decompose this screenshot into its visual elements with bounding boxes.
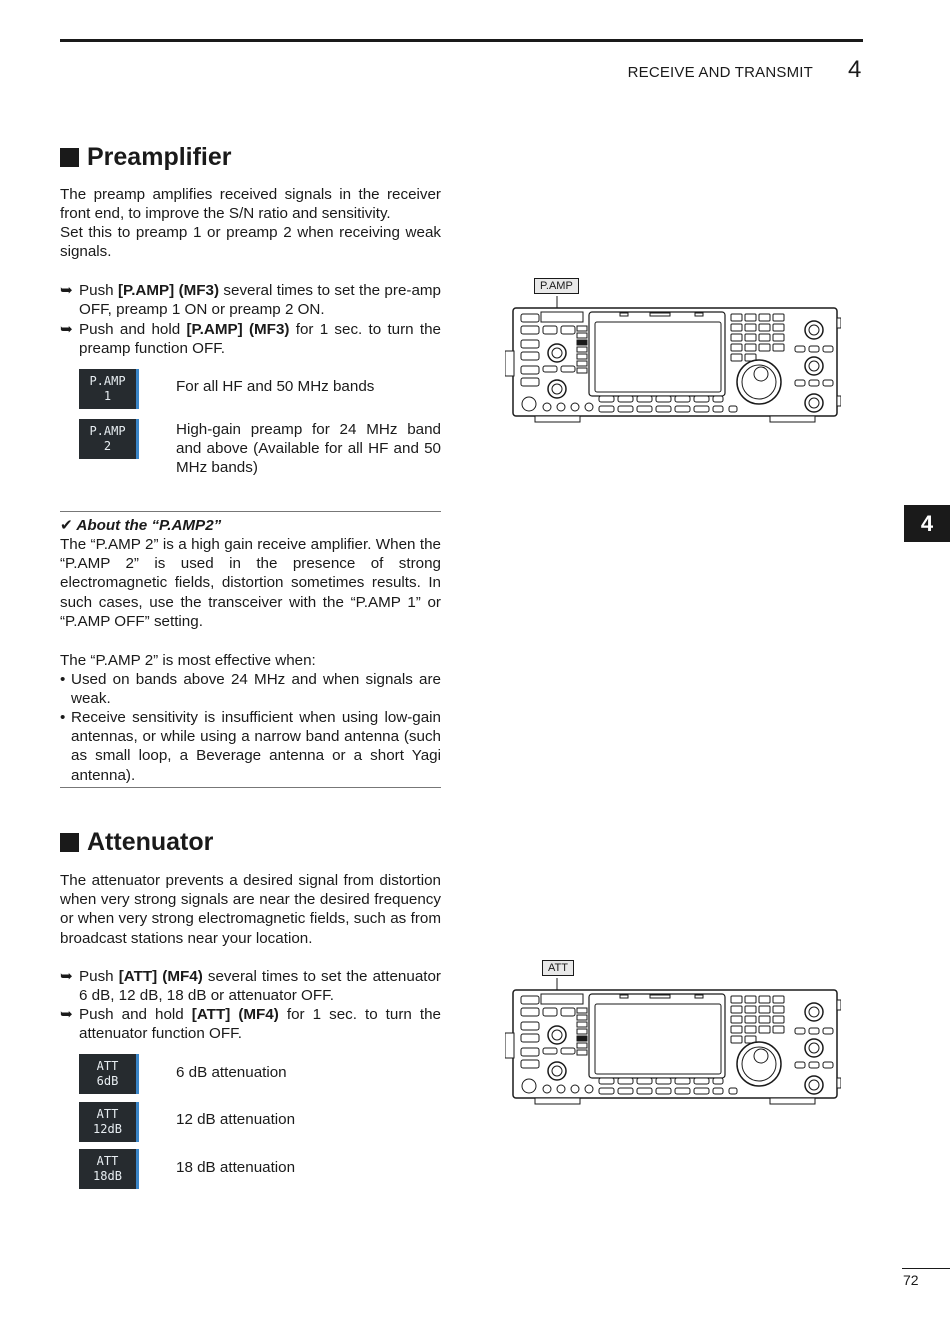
arrow-icon: ➥ (60, 1006, 73, 1023)
chapter-number: 4 (848, 56, 862, 83)
note-para-1: The “P.AMP 2” is a high gain receive amplifier. When the “P.AMP 2” is used in the presence of strong electromagnetic fields, distortion sometimes results. In such cases, use the transceiver with the “P.AMP 1” or “P.AMP OFF” setting. (60, 536, 441, 630)
lcd-pamp2: P.AMP 2 (79, 419, 139, 459)
header-rule (60, 39, 863, 42)
page-number: 72 (903, 1272, 919, 1288)
note-item-2: • Receive sensitivity is insufficient when using low-gain antennas, or while using a narrow band antenna (such as small loop, a Beverage antenna or a short Yagi antenna). (60, 709, 441, 784)
att-intro: The attenuator prevents a desired signal from distortion when very strong signals are near the desired frequency or when very strong electromagnetic fields, such as from broadcast stations near your location. (60, 872, 441, 947)
arrow-icon: ➥ (60, 282, 73, 299)
note-title: ✔ About the “P.AMP2” (60, 517, 222, 534)
transceiver-illustration-pamp (505, 296, 841, 424)
lcd-pamp1-desc: For all HF and 50 MHz bands (176, 378, 375, 395)
att-callout-label: ATT (542, 960, 574, 976)
note-bottom-rule (60, 787, 441, 788)
att-heading: Attenuator (60, 828, 213, 857)
lcd-pamp2-desc: High-gain preamp for 24 MHz band and above (Available for all HF and 50 MHz bands) (176, 421, 441, 477)
lcd-att-18db: ATT 18dB (79, 1149, 139, 1189)
preamp-step-2: ➥ Push and hold [P.AMP] (MF3) for 1 sec. to turn the preamp function OFF. (60, 321, 441, 358)
lcd-att-18db-desc: 18 dB attenuation (176, 1159, 296, 1176)
preamp-intro-1: The preamp amplifies received signals in the receiver front end, to improve the S/N ratio and sensitivity. (60, 186, 441, 223)
lcd-att-12db: ATT 12dB (79, 1102, 139, 1142)
heading-square-icon (60, 833, 79, 852)
att-step-1: ➥ Push [ATT] (MF4) several times to set the attenuator 6 dB, 12 dB, 18 dB or attenuator OFF. (60, 968, 441, 1005)
note-para-2: The “P.AMP 2” is most effective when: (60, 652, 316, 669)
att-step-2: ➥ Push and hold [ATT] (MF4) for 1 sec. to turn the attenuator function OFF. (60, 1006, 441, 1043)
pamp-callout-label: P.AMP (534, 278, 579, 294)
heading-square-icon (60, 148, 79, 167)
page-number-rule (902, 1268, 950, 1269)
transceiver-illustration-att (505, 978, 841, 1106)
chapter-side-tab: 4 (904, 505, 950, 542)
note-item-1: • Used on bands above 24 MHz and when signals are weak. (60, 671, 441, 708)
lcd-att-12db-desc: 12 dB attenuation (176, 1111, 296, 1128)
arrow-icon: ➥ (60, 968, 73, 985)
section-title: RECEIVE AND TRANSMIT (627, 64, 813, 81)
lcd-att-6db: ATT 6dB (79, 1054, 139, 1094)
arrow-icon: ➥ (60, 321, 73, 338)
note-top-rule (60, 511, 441, 512)
preamp-step-1: ➥ Push [P.AMP] (MF3) several times to set the pre-amp OFF, preamp 1 ON or preamp 2 ON. (60, 282, 441, 319)
lcd-pamp1: P.AMP 1 (79, 369, 139, 409)
preamp-heading: Preamplifier (60, 143, 232, 172)
lcd-att-6db-desc: 6 dB attenuation (176, 1064, 287, 1081)
preamp-intro-2: Set this to preamp 1 or preamp 2 when receiving weak signals. (60, 224, 441, 261)
